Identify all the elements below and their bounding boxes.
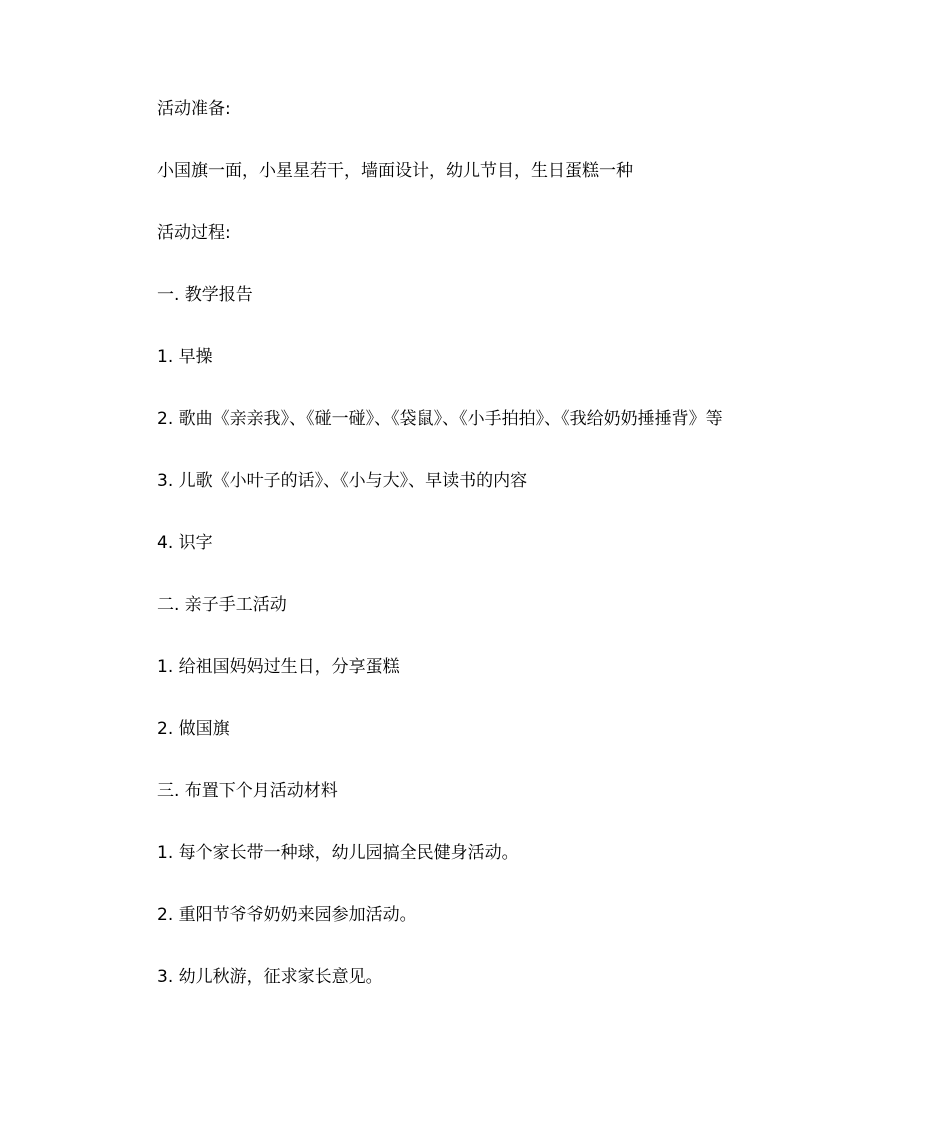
list-item: 4. 识字 xyxy=(157,533,213,553)
section-heading-preparation: 活动准备: xyxy=(157,99,231,119)
list-item: 1. 给祖国妈妈过生日，分享蛋糕 xyxy=(157,657,400,677)
section-heading-process: 活动过程: xyxy=(157,223,231,243)
subheading-parent-child-craft: 二. 亲子手工活动 xyxy=(157,595,287,615)
list-item: 2. 重阳节爷爷奶奶来园参加活动。 xyxy=(157,905,417,925)
list-item: 3. 儿歌《小叶子的话》、《小与大》、早读书的内容 xyxy=(157,471,528,491)
subheading-next-month-materials: 三. 布置下个月活动材料 xyxy=(157,781,338,801)
list-item: 3. 幼儿秋游，征求家长意见。 xyxy=(157,967,383,987)
subheading-teaching-report: 一. 教学报告 xyxy=(157,285,253,305)
paragraph-materials: 小国旗一面，小星星若干，墙面设计，幼儿节目，生日蛋糕一种 xyxy=(157,161,633,181)
list-item: 1. 每个家长带一种球，幼儿园搞全民健身活动。 xyxy=(157,843,519,863)
document-body xyxy=(157,95,877,1025)
list-item: 2. 歌曲《亲亲我》、《碰一碰》、《袋鼠》、《小手拍拍》、《我给奶奶捶捶背》等 xyxy=(157,409,723,429)
list-item: 2. 做国旗 xyxy=(157,719,230,739)
list-item: 1. 早操 xyxy=(157,347,213,367)
